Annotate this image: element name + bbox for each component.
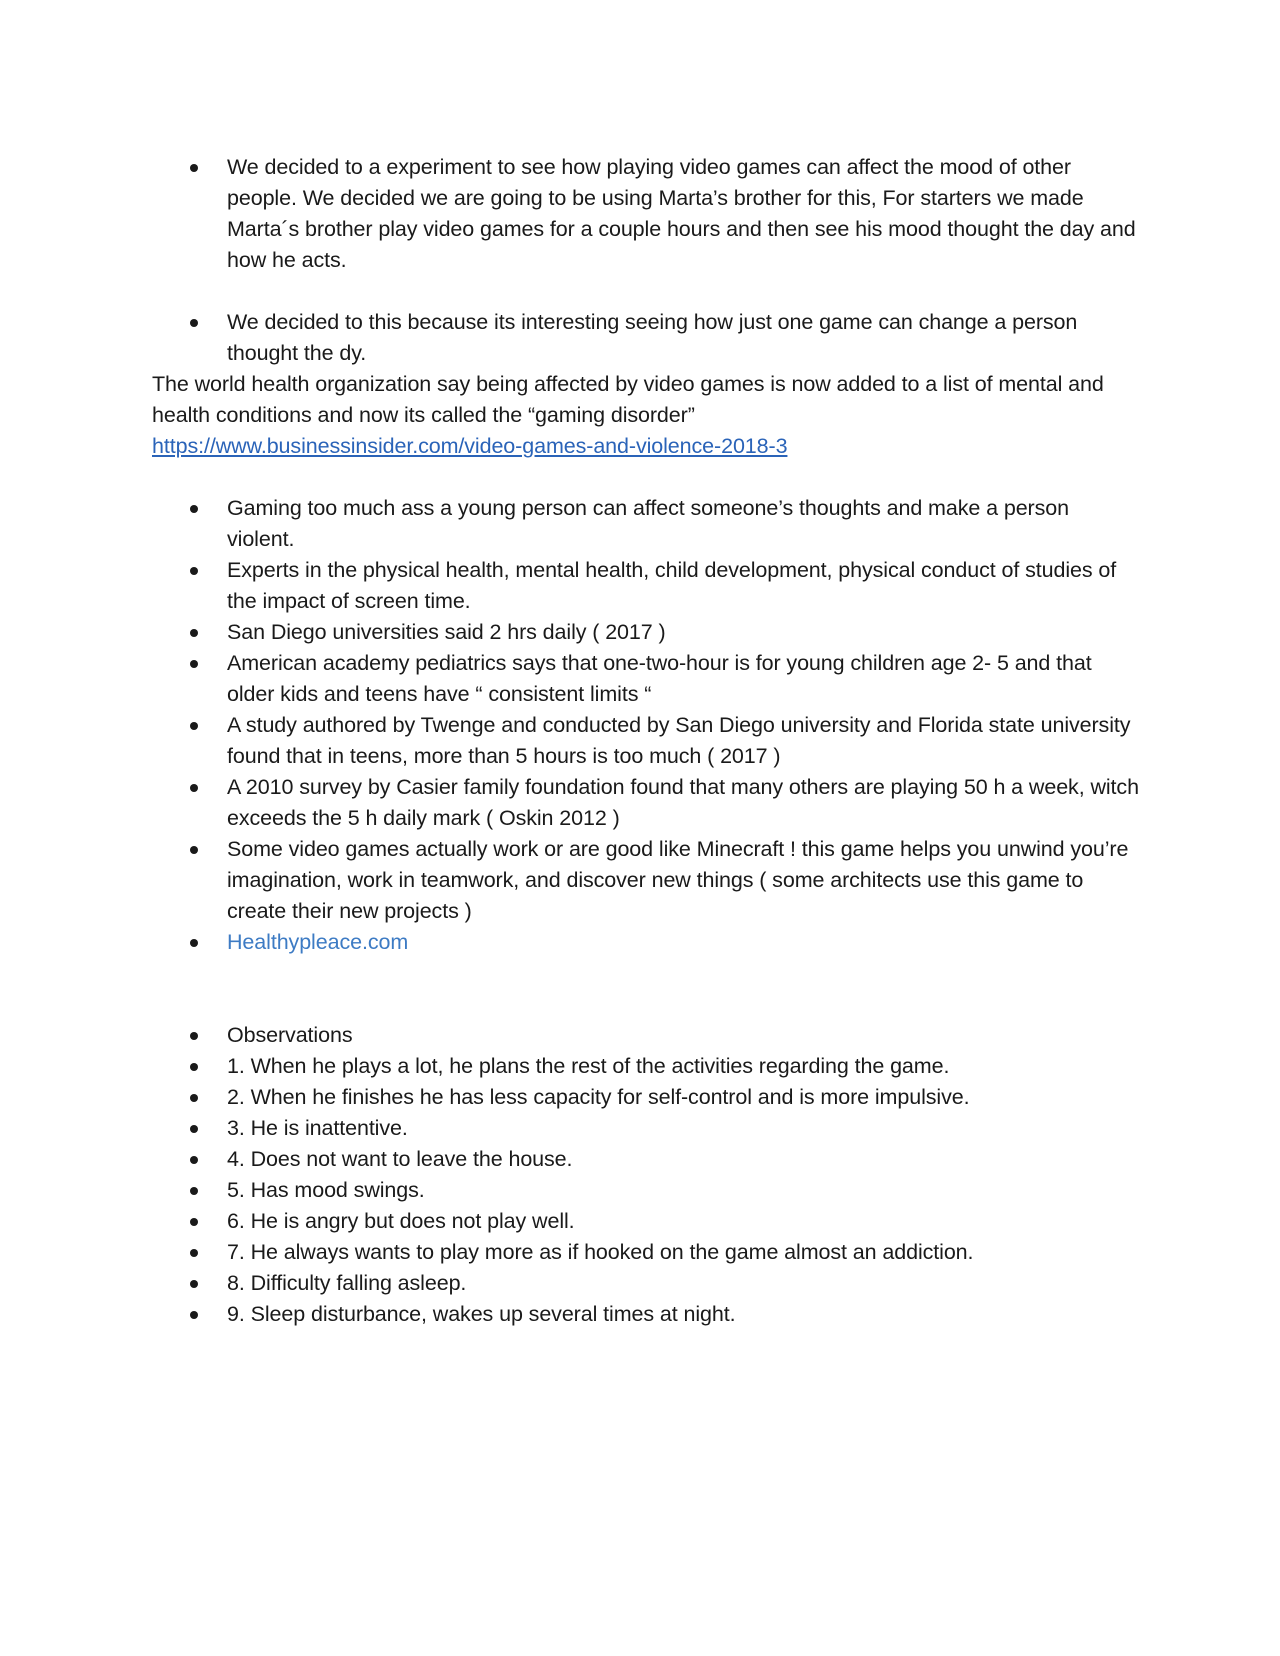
- bullet-icon: [190, 1280, 198, 1288]
- bullet-icon: [190, 939, 198, 947]
- bullet-icon: [190, 784, 198, 792]
- list-item: [152, 617, 1142, 648]
- bullet-icon: [190, 846, 198, 854]
- bullet-icon: [190, 1063, 198, 1071]
- bullet-icon: [190, 1311, 198, 1319]
- spacer: [152, 462, 1142, 493]
- list-item: [152, 152, 1142, 276]
- list-item-text: Some video games actually work or are good like Minecraft ! this game helps you unwind you’re imagination, work in teamwork, and discover new things ( some architects use this game to create their new projects ): [227, 837, 1129, 923]
- bullet-icon: [190, 1094, 198, 1102]
- list-item-text: American academy pediatrics says that one-two-hour is for young children age 2- 5 and that older kids and teens have “ consistent limits “: [227, 651, 1092, 706]
- bullet-icon: [190, 1125, 198, 1133]
- bullet-icon: [190, 1187, 198, 1195]
- list-item: [152, 1299, 1142, 1330]
- list-item-text: 2. When he finishes he has less capacity for self-control and is more impulsive.: [227, 1085, 970, 1109]
- healthypleace-link[interactable]: Healthypleace.com: [227, 930, 409, 954]
- who-paragraph: The world health organization say being affected by video games is now added to a list of mental and health conditions and now its called the “gaming disorder”: [152, 372, 1104, 427]
- list-item-text: 6. He is angry but does not play well.: [227, 1209, 575, 1233]
- observations-heading: [152, 1020, 1142, 1051]
- list-item: [152, 493, 1142, 555]
- list-item-text: 5. Has mood swings.: [227, 1178, 425, 1202]
- bullet-icon: [190, 319, 198, 327]
- list-item: [152, 555, 1142, 617]
- source-link-line: [152, 431, 1142, 462]
- list-item: [152, 834, 1142, 927]
- list-item-text: 4. Does not want to leave the house.: [227, 1147, 573, 1171]
- intro-list: [152, 152, 1142, 276]
- spacer: [152, 958, 1142, 1020]
- bullet-icon: [190, 1218, 198, 1226]
- spacer: [152, 276, 1142, 307]
- list-item: [152, 1175, 1142, 1206]
- list-item: [152, 1144, 1142, 1175]
- list-item: [152, 772, 1142, 834]
- list-item-text: A 2010 survey by Casier family foundation found that many others are playing 50 h a week, witch exceeds the 5 h daily mark ( Oskin 2012 ): [227, 775, 1139, 830]
- list-item-text: 1. When he plays a lot, he plans the rest of the activities regarding the game.: [227, 1054, 950, 1078]
- list-item: [152, 648, 1142, 710]
- list-item: [152, 1268, 1142, 1299]
- reason-list: [152, 307, 1142, 369]
- bullet-icon: [190, 164, 198, 172]
- bullet-icon: [190, 567, 198, 575]
- list-item-text: Observations: [227, 1023, 353, 1047]
- list-item-text: 9. Sleep disturbance, wakes up several times at night.: [227, 1302, 736, 1326]
- bullet-icon: [190, 1032, 198, 1040]
- observations-list: [152, 1020, 1142, 1330]
- list-item: [152, 1051, 1142, 1082]
- list-item: [152, 1082, 1142, 1113]
- list-item-text: San Diego universities said 2 hrs daily ( 2017 ): [227, 620, 666, 644]
- list-item: [152, 307, 1142, 369]
- list-item: [152, 710, 1142, 772]
- list-item: [152, 1113, 1142, 1144]
- bullet-icon: [190, 1249, 198, 1257]
- list-item: [152, 1206, 1142, 1237]
- list-item-text: 7. He always wants to play more as if hooked on the game almost an addiction.: [227, 1240, 974, 1264]
- list-item-text: 3. He is inattentive.: [227, 1116, 408, 1140]
- list-item: [152, 927, 1142, 958]
- bullet-icon: [190, 722, 198, 730]
- bullet-icon: [190, 629, 198, 637]
- list-item-text: A study authored by Twenge and conducted by San Diego university and Florida state university found that in teens, more than 5 hours is too much ( 2017 ): [227, 713, 1131, 768]
- businessinsider-link[interactable]: https://www.businessinsider.com/video-games-and-violence-2018-3: [152, 434, 788, 458]
- list-item: [152, 1237, 1142, 1268]
- list-item-text: We decided to a experiment to see how playing video games can affect the mood of other people. We decided we are going to be using Marta’s brother for this, For starters we made Marta´s brother play video games for a couple hours and then see his mood thought the day and how he acts.: [227, 155, 1136, 272]
- list-item-text: 8. Difficulty falling asleep.: [227, 1271, 467, 1295]
- bullet-icon: [190, 660, 198, 668]
- list-item-text: Gaming too much ass a young person can affect someone’s thoughts and make a person violent.: [227, 496, 1069, 551]
- document-body: [152, 152, 1142, 1330]
- bullet-icon: [190, 1156, 198, 1164]
- bullet-icon: [190, 505, 198, 513]
- list-item-text: Experts in the physical health, mental health, child development, physical conduct of studies of the impact of screen time.: [227, 558, 1117, 613]
- research-list: [152, 493, 1142, 958]
- list-item-text: We decided to this because its interesting seeing how just one game can change a person thought the dy.: [227, 310, 1078, 365]
